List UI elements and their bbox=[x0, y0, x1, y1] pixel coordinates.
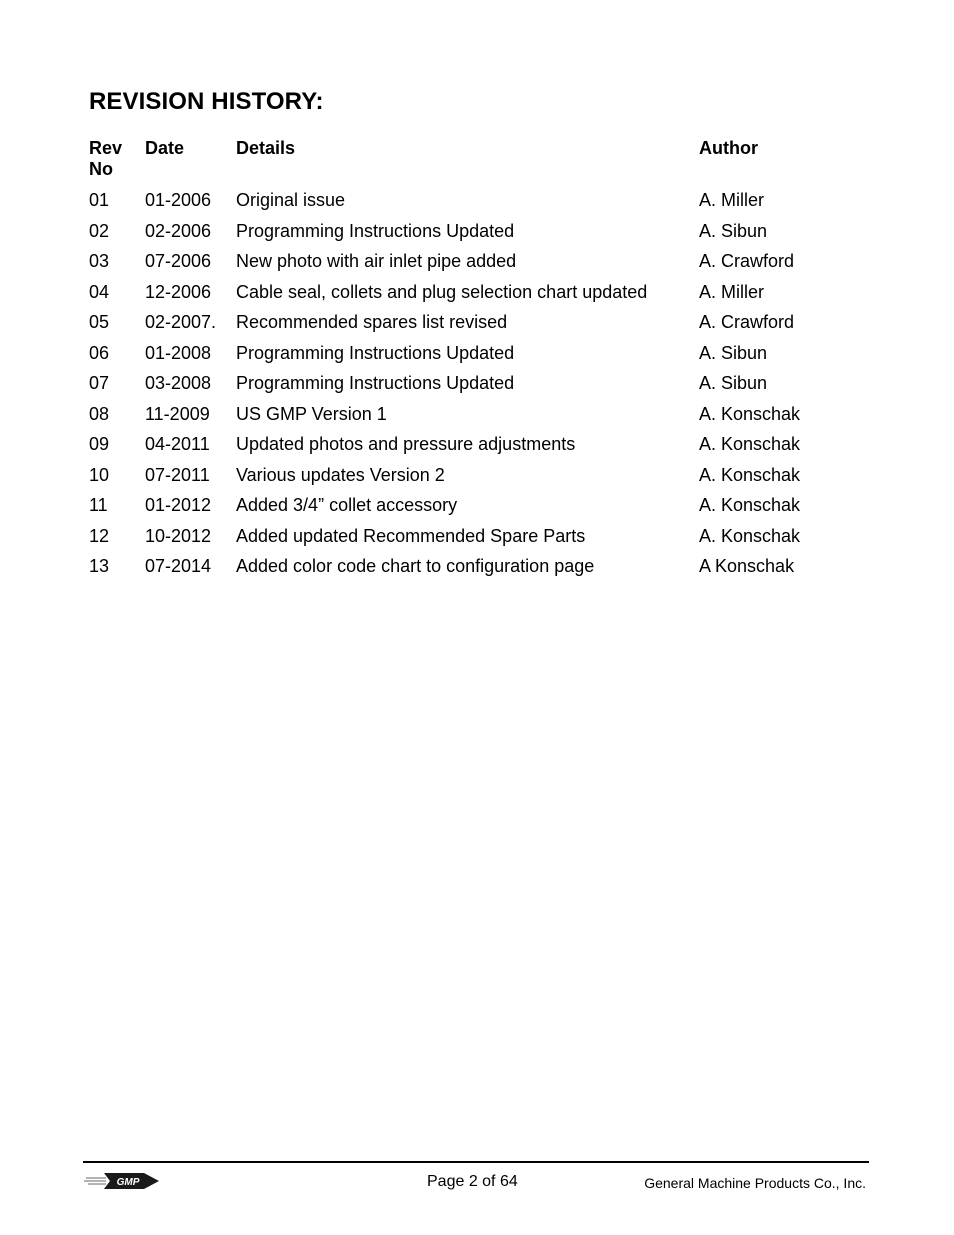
cell-rev-no: 08 bbox=[89, 403, 110, 424]
logo-speed-lines bbox=[84, 1178, 106, 1184]
cell-author: A. Miller bbox=[699, 190, 765, 210]
cell-date: 01-2008 bbox=[145, 342, 212, 363]
cell-rev-no: 03 bbox=[89, 251, 110, 271]
cell-date: 12-2006 bbox=[145, 281, 212, 302]
cell-details: Programming Instructions Updated bbox=[236, 373, 515, 393]
cell-author: A. Konschak bbox=[699, 464, 801, 485]
cell-details: New photo with air inlet pipe added bbox=[236, 251, 517, 271]
cell-rev-no: 04 bbox=[89, 281, 110, 302]
table-row bbox=[89, 221, 849, 252]
logo-lettering: GMP bbox=[116, 1177, 140, 1188]
cell-date: 11-2009 bbox=[145, 403, 210, 424]
cell-details: Recommended spares list revised bbox=[236, 312, 508, 332]
table-row bbox=[89, 526, 849, 557]
cell-author: A. Crawford bbox=[699, 312, 795, 332]
header-details: Details bbox=[236, 138, 296, 158]
cell-rev-no: 02 bbox=[89, 220, 110, 241]
cell-author: A. Konschak bbox=[699, 525, 801, 546]
cell-details: Added color code chart to configuration page bbox=[236, 556, 595, 576]
cell-author: A. Konschak bbox=[699, 495, 801, 515]
cell-rev-no: 10 bbox=[89, 464, 110, 485]
cell-details: Cable seal, collets and plug selection chart updated bbox=[236, 281, 648, 302]
cell-date: 07-2011 bbox=[145, 464, 210, 485]
table-row bbox=[89, 556, 849, 587]
table-row bbox=[89, 434, 849, 465]
table-body bbox=[89, 190, 849, 587]
cell-date: 07-2006 bbox=[145, 251, 212, 271]
table-row bbox=[89, 343, 849, 374]
cell-author: A. Konschak bbox=[699, 434, 801, 454]
cell-rev-no: 01 bbox=[89, 190, 110, 210]
revision-history-table bbox=[89, 138, 849, 576]
cell-details: Added updated Recommended Spare Parts bbox=[236, 525, 586, 546]
cell-author: A. Sibun bbox=[699, 220, 768, 241]
cell-date: 02-2007. bbox=[145, 312, 217, 332]
cell-date: 10-2012 bbox=[145, 525, 212, 546]
cell-author: A. Konschak bbox=[699, 403, 801, 424]
table-row bbox=[89, 190, 849, 221]
table-row bbox=[89, 495, 849, 526]
cell-details: Various updates Version 2 bbox=[236, 464, 445, 485]
cell-details: Added 3/4” collet accessory bbox=[236, 495, 458, 515]
cell-rev-no: 07 bbox=[89, 373, 110, 393]
cell-details: Original issue bbox=[236, 190, 346, 210]
cell-rev-no: 12 bbox=[89, 525, 110, 546]
table-row bbox=[89, 465, 849, 496]
cell-author: A Konschak bbox=[699, 556, 795, 576]
cell-rev-no: 13 bbox=[89, 556, 110, 576]
cell-date: 02-2006 bbox=[145, 220, 212, 241]
table-row bbox=[89, 251, 849, 282]
table-row bbox=[89, 312, 849, 343]
cell-author: A. Sibun bbox=[699, 342, 768, 363]
footer-divider bbox=[83, 1161, 869, 1163]
header-rev-no: Rev No bbox=[89, 138, 123, 179]
header-author: Author bbox=[699, 138, 758, 158]
cell-rev-no: 11 bbox=[89, 495, 108, 515]
cell-rev-no: 05 bbox=[89, 312, 110, 332]
cell-date: 04-2011 bbox=[145, 434, 210, 454]
cell-date: 01-2012 bbox=[145, 495, 212, 515]
table-row bbox=[89, 404, 849, 435]
cell-date: 07-2014 bbox=[145, 556, 212, 576]
cell-date: 01-2006 bbox=[145, 190, 212, 210]
cell-rev-no: 06 bbox=[89, 342, 110, 363]
cell-author: A. Sibun bbox=[699, 373, 768, 393]
company-name: General Machine Products Co., Inc. bbox=[644, 1175, 866, 1191]
cell-rev-no: 09 bbox=[89, 434, 110, 454]
cell-date: 03-2008 bbox=[145, 373, 212, 393]
cell-author: A. Crawford bbox=[699, 251, 795, 271]
cell-details: US GMP Version 1 bbox=[236, 403, 387, 424]
gmp-logo bbox=[84, 1170, 160, 1192]
cell-author: A. Miller bbox=[699, 281, 765, 302]
table-row bbox=[89, 282, 849, 313]
table-header-row bbox=[89, 138, 849, 188]
cell-details: Programming Instructions Updated bbox=[236, 220, 515, 241]
header-date: Date bbox=[145, 138, 185, 158]
table-row bbox=[89, 373, 849, 404]
cell-details: Programming Instructions Updated bbox=[236, 342, 515, 363]
page-title: REVISION HISTORY: bbox=[89, 88, 324, 115]
cell-details: Updated photos and pressure adjustments bbox=[236, 434, 576, 454]
page-number: Page 2 of 64 bbox=[427, 1173, 518, 1190]
